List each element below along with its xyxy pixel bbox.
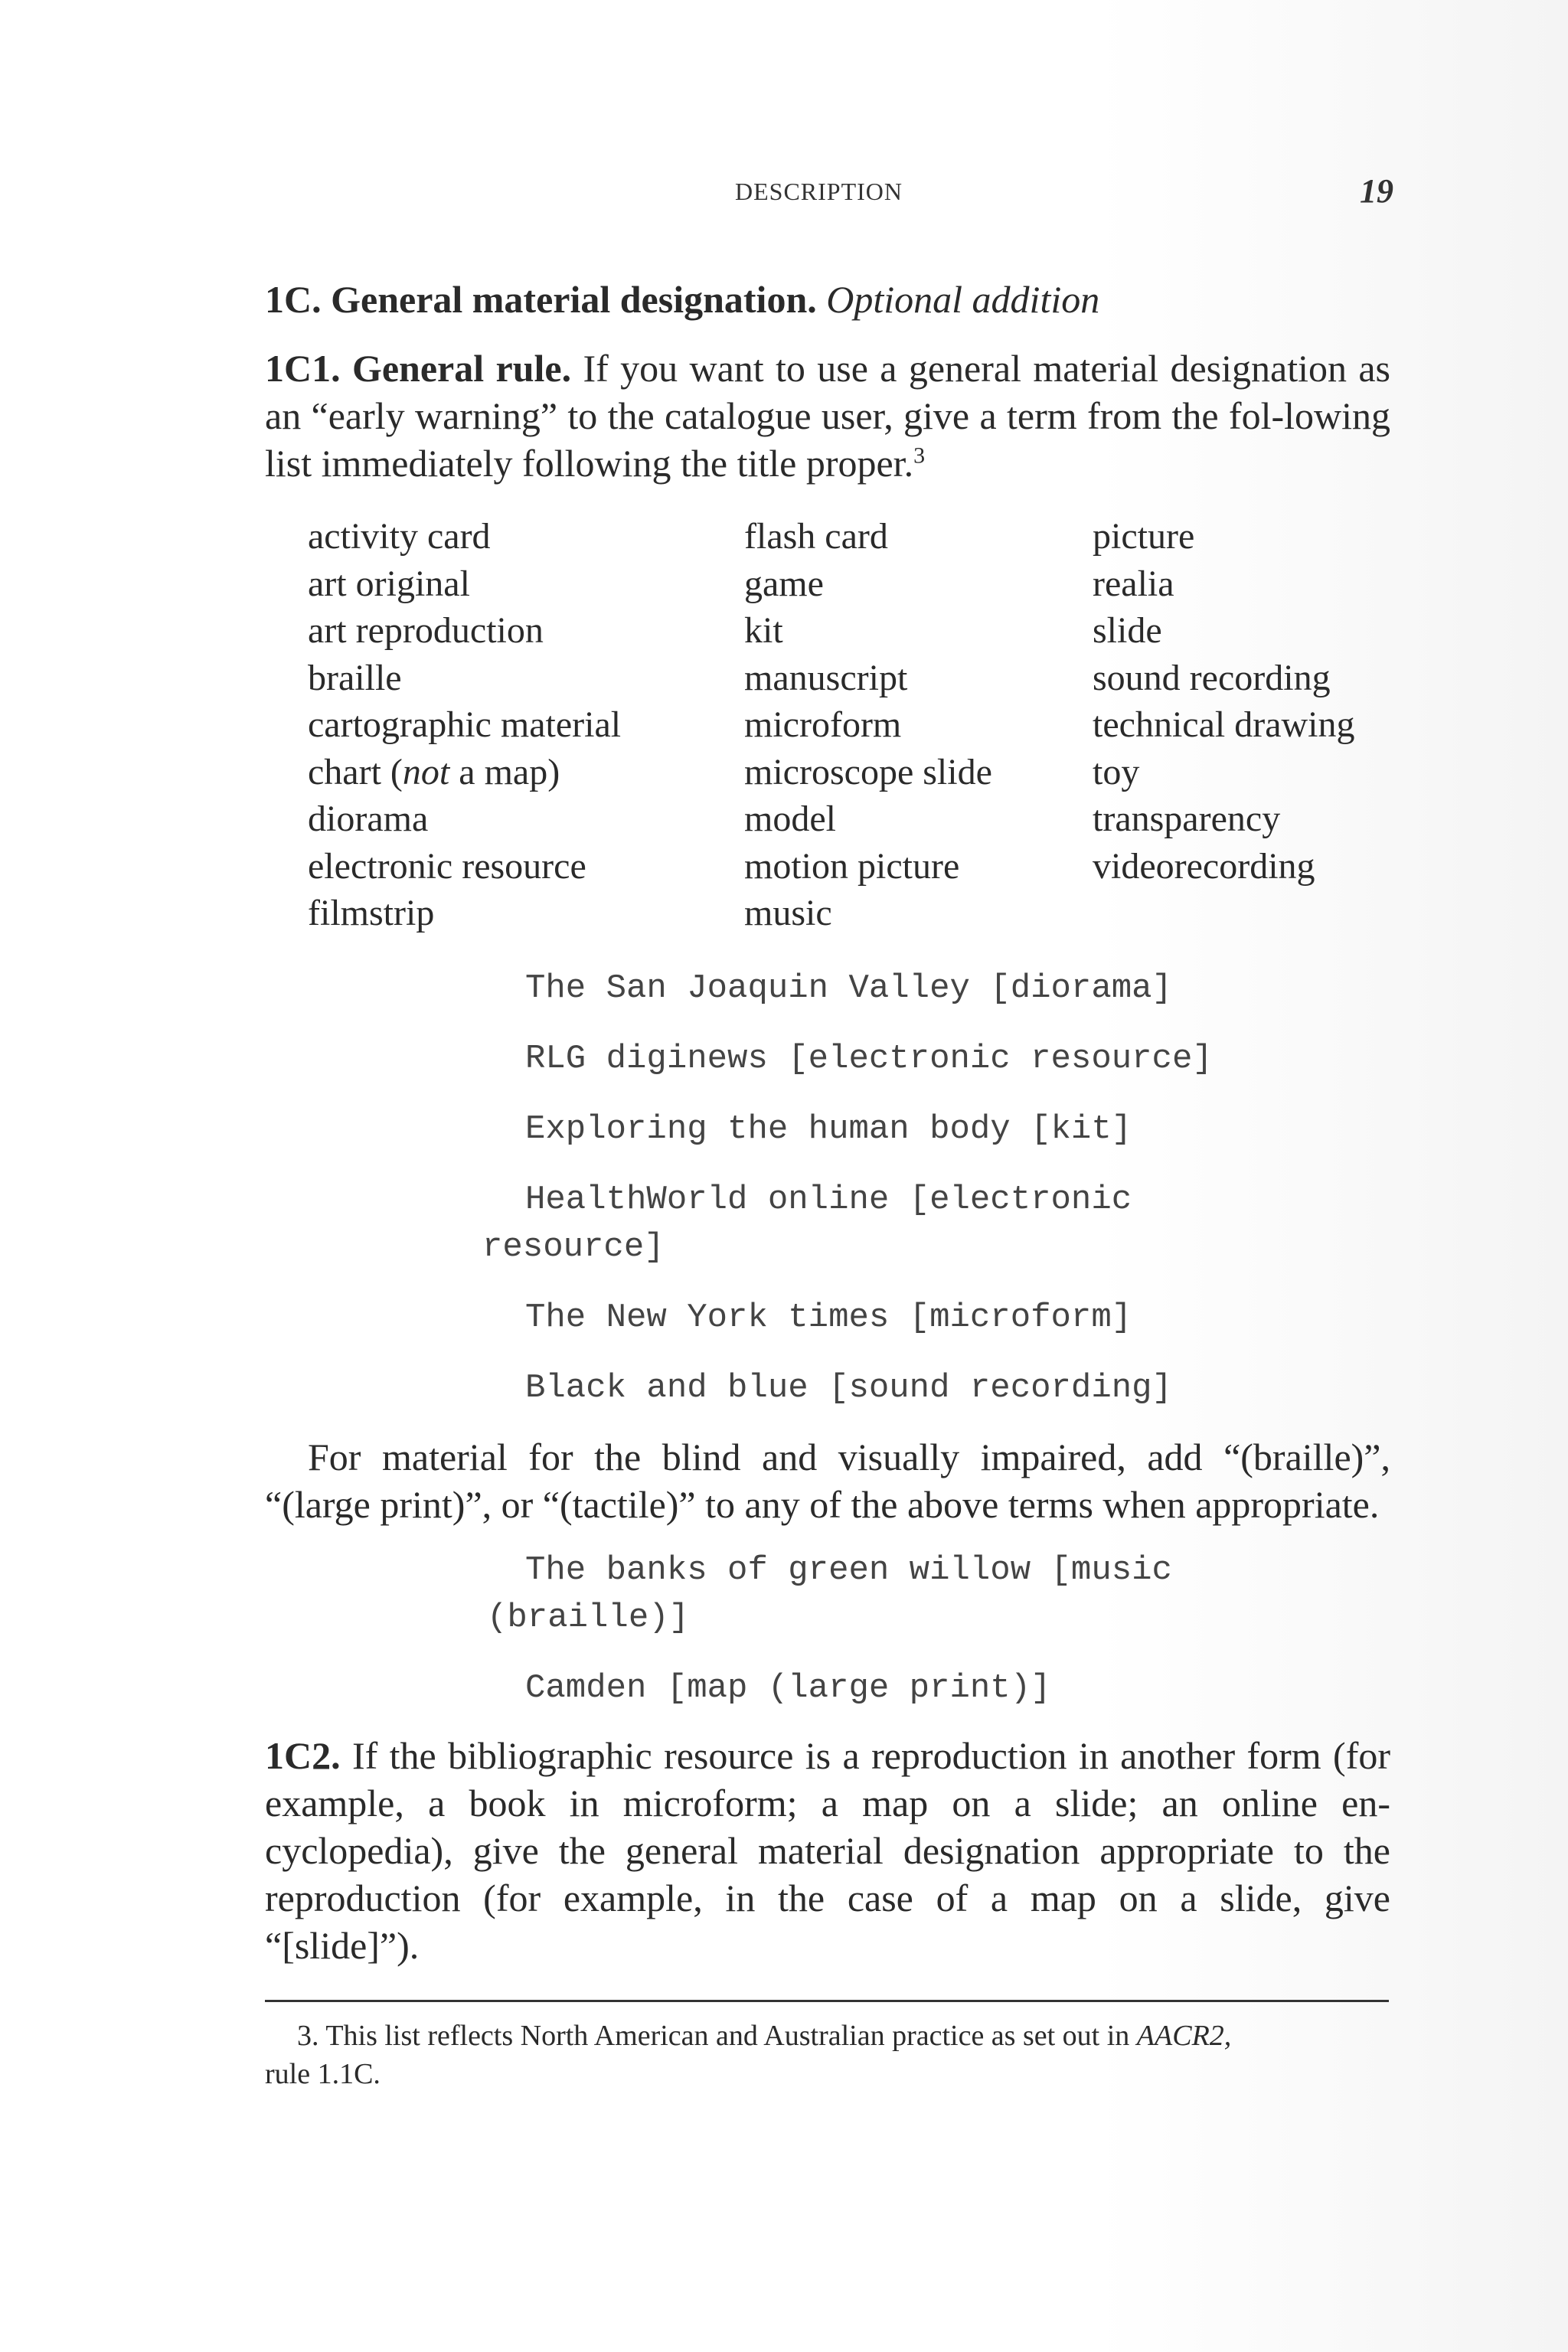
term: cartographic material [308,704,622,745]
term: game [744,563,824,604]
term: realia [1093,563,1174,604]
term: slide [1093,610,1162,651]
term: technical drawing [1093,704,1355,745]
term: model [744,799,836,839]
example-title: Camden [map (large print)] [525,1669,1051,1707]
material-terms-list [308,513,1395,937]
paragraph-braille: For material for the blind and visually impaired, add “(braille)”, “(large print)”, or “(tactile)” to any of the above terms when appropriate. [265,1436,1390,1526]
term: flash card [744,516,888,557]
example-title: Exploring the human body [kit] [525,1110,1132,1148]
example-title: Black and blue [sound recording] [525,1369,1172,1407]
example-title-continuation: (braille)] [487,1599,690,1637]
term: filmstrip [308,893,435,933]
footnote-reference: 3 [913,443,926,469]
footnote-citation: AACR2, [1136,2020,1232,2052]
terms-column-3 [1093,513,1395,937]
example-title: The banks of green willow [music [525,1551,1172,1589]
terms-column-2 [744,513,1093,937]
term: art reproduction [308,610,544,651]
rule-text: If you want to use a general material designation as an “early warning” to the catalogue user, give a term from the fol-lowing list immediately following the title proper. [265,347,1390,485]
term: diorama [308,799,429,839]
term: microscope slide [744,751,992,792]
footnote-divider [265,2000,1389,2002]
paragraph-1c1 [265,345,1390,487]
term: sound recording [1093,657,1331,698]
term: music [744,893,832,933]
term: kit [744,610,783,651]
term-part: a map) [449,751,560,792]
footnote-line [265,2017,1390,2055]
term: electronic resource [308,845,586,887]
terms-column-1 [308,513,744,937]
footnote [265,2017,1390,2093]
example-title: The San Joaquin Valley [diorama] [525,969,1172,1008]
footnote-text: 3. This list reflects North American and Australian practice as set out in [297,2020,1130,2052]
term: activity card [308,516,491,557]
optional-note: Optional addition [826,278,1100,321]
term: transparency [1093,799,1281,839]
page-number: 19 [1360,172,1393,210]
term: microform [744,704,902,745]
term-part-italic: not [402,751,450,792]
term-part: chart ( [308,751,403,792]
section-heading-1c [265,276,1390,323]
term [308,749,744,796]
running-head: DESCRIPTION [735,178,903,205]
term: picture [1093,516,1195,557]
example-title-continuation: resource] [482,1228,665,1266]
example-title: HealthWorld online [electronic [525,1181,1132,1219]
term: videorecording [1093,845,1315,887]
example-title: RLG diginews [electronic resource] [525,1040,1213,1078]
section-label: 1C. General material designation. [265,278,817,321]
term: art original [308,563,470,604]
term: toy [1093,751,1140,792]
term: manuscript [744,657,908,698]
example-title: The New York times [microform] [525,1298,1132,1337]
term: braille [308,657,402,698]
paragraph-1c2 [265,1732,1390,1969]
rule-label: 1C1. General rule. [265,347,572,390]
term: motion picture [744,845,960,887]
rule-text: If the bibliographic resource is a reproduction in another form (for example, a book in microform; a map on a slide; an online en-cyclopedia), give the general material designation appropriate to the reproduction (for example, in the case of a map on a slide, give “[slide]”). [265,1734,1391,1967]
rule-label: 1C2. [265,1734,341,1777]
footnote-continuation: rule 1.1C. [265,2058,381,2090]
